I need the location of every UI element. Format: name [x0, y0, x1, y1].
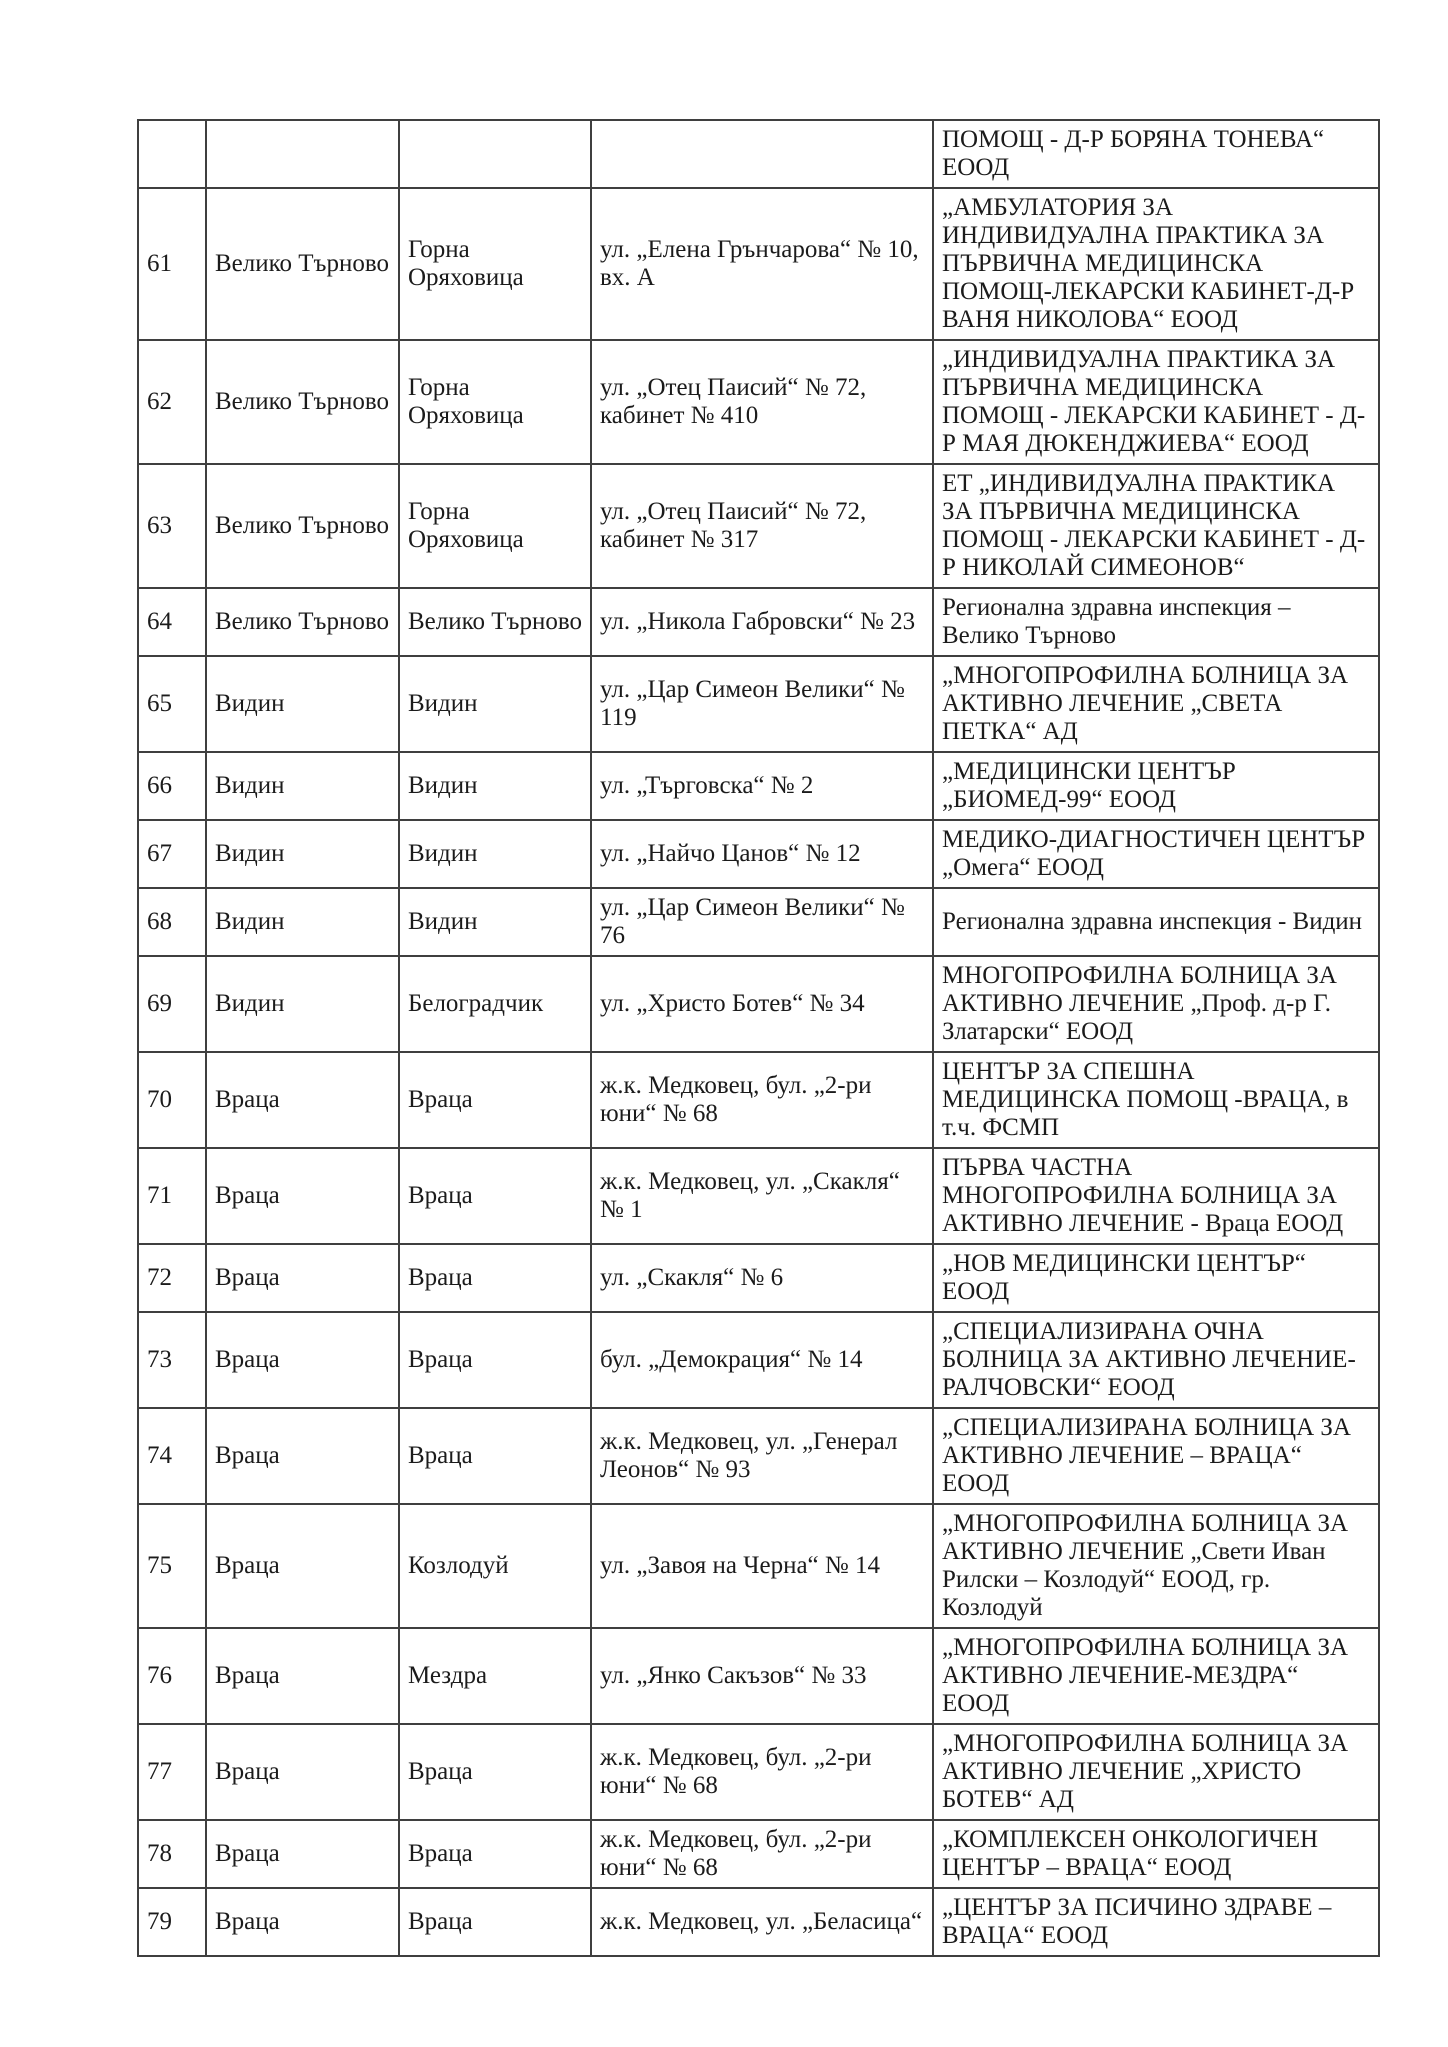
table-row	[138, 656, 1379, 752]
table-row	[138, 888, 1379, 956]
row-number-cell: 62	[138, 340, 206, 464]
municipality-cell: Видин	[399, 888, 591, 956]
address-cell: ул. „Никола Габровски“ № 23	[591, 588, 933, 656]
region-cell	[206, 120, 399, 188]
facility-name-cell: Регионална здравна инспекция - Видин	[933, 888, 1379, 956]
region-cell: Видин	[206, 820, 399, 888]
region-cell: Велико Търново	[206, 588, 399, 656]
address-cell: ул. „Скакля“ № 6	[591, 1244, 933, 1312]
municipality-cell: Видин	[399, 752, 591, 820]
facility-name-cell: „НОВ МЕДИЦИНСКИ ЦЕНТЪР“ ЕООД	[933, 1244, 1379, 1312]
facility-name-cell: „СПЕЦИАЛИЗИРАНА ОЧНА БОЛНИЦА ЗА АКТИВНО ЛЕЧЕНИЕ-РАЛЧОВСКИ“ ЕООД	[933, 1312, 1379, 1408]
row-number-cell: 78	[138, 1820, 206, 1888]
facilities-table	[137, 119, 1380, 1957]
municipality-cell: Враца	[399, 1888, 591, 1956]
region-cell: Враца	[206, 1888, 399, 1956]
facilities-table-body	[138, 120, 1379, 1956]
address-cell: ж.к. Медковец, ул. „Беласица“	[591, 1888, 933, 1956]
table-row	[138, 820, 1379, 888]
address-cell: ул. „Елена Грънчарова“ № 10, вх. А	[591, 188, 933, 340]
municipality-cell	[399, 120, 591, 188]
address-cell: бул. „Демокрация“ № 14	[591, 1312, 933, 1408]
row-number-cell	[138, 120, 206, 188]
municipality-cell: Враца	[399, 1312, 591, 1408]
table-row	[138, 1408, 1379, 1504]
facility-name-cell: „КОМПЛЕКСЕН ОНКОЛОГИЧЕН ЦЕНТЪР – ВРАЦА“ ЕООД	[933, 1820, 1379, 1888]
row-number-cell: 66	[138, 752, 206, 820]
facility-name-cell: „ЦЕНТЪР ЗА ПСИЧИНО ЗДРАВЕ – ВРАЦА“ ЕООД	[933, 1888, 1379, 1956]
row-number-cell: 63	[138, 464, 206, 588]
facility-name-cell: Регионална здравна инспекция – Велико Търново	[933, 588, 1379, 656]
facility-name-cell: ПЪРВА ЧАСТНА МНОГОПРОФИЛНА БОЛНИЦА ЗА АКТИВНО ЛЕЧЕНИЕ - Враца ЕООД	[933, 1148, 1379, 1244]
address-cell: ул. „Найчо Цанов“ № 12	[591, 820, 933, 888]
table-row	[138, 340, 1379, 464]
address-cell: ул. „Отец Паисий“ № 72, кабинет № 317	[591, 464, 933, 588]
facility-name-cell: „ИНДИВИДУАЛНА ПРАКТИКА ЗА ПЪРВИЧНА МЕДИЦИНСКА ПОМОЩ - ЛЕКАРСКИ КАБИНЕТ - Д-Р МАЯ ДЮКЕНДЖИЕВА“ ЕООД	[933, 340, 1379, 464]
region-cell: Видин	[206, 888, 399, 956]
row-number-cell: 72	[138, 1244, 206, 1312]
region-cell: Враца	[206, 1312, 399, 1408]
region-cell: Враца	[206, 1244, 399, 1312]
table-row	[138, 1724, 1379, 1820]
address-cell: ж.к. Медковец, ул. „Генерал Леонов“ № 93	[591, 1408, 933, 1504]
row-number-cell: 79	[138, 1888, 206, 1956]
region-cell: Враца	[206, 1052, 399, 1148]
region-cell: Враца	[206, 1408, 399, 1504]
row-number-cell: 77	[138, 1724, 206, 1820]
row-number-cell: 69	[138, 956, 206, 1052]
region-cell: Видин	[206, 752, 399, 820]
row-number-cell: 75	[138, 1504, 206, 1628]
table-row	[138, 1244, 1379, 1312]
table-row	[138, 588, 1379, 656]
municipality-cell: Видин	[399, 820, 591, 888]
address-cell: ул. „Отец Паисий“ № 72, кабинет № 410	[591, 340, 933, 464]
region-cell: Видин	[206, 656, 399, 752]
facility-name-cell: ЕТ „ИНДИВИДУАЛНА ПРАКТИКА ЗА ПЪРВИЧНА МЕДИЦИНСКА ПОМОЩ - ЛЕКАРСКИ КАБИНЕТ - Д-Р НИКОЛАЙ СИМЕОНОВ“	[933, 464, 1379, 588]
region-cell: Враца	[206, 1504, 399, 1628]
region-cell: Видин	[206, 956, 399, 1052]
table-row	[138, 1148, 1379, 1244]
row-number-cell: 67	[138, 820, 206, 888]
table-row	[138, 1888, 1379, 1956]
table-row	[138, 188, 1379, 340]
facility-name-cell: „МНОГОПРОФИЛНА БОЛНИЦА ЗА АКТИВНО ЛЕЧЕНИЕ „Свети Иван Рилски – Козлодуй“ ЕООД, гр. Козлодуй	[933, 1504, 1379, 1628]
row-number-cell: 61	[138, 188, 206, 340]
address-cell: ж.к. Медковец, ул. „Скакля“ № 1	[591, 1148, 933, 1244]
region-cell: Велико Търново	[206, 188, 399, 340]
row-number-cell: 65	[138, 656, 206, 752]
municipality-cell: Враца	[399, 1724, 591, 1820]
facility-name-cell: ЦЕНТЪР ЗА СПЕШНА МЕДИЦИНСКА ПОМОЩ -ВРАЦА, в т.ч. ФСМП	[933, 1052, 1379, 1148]
municipality-cell: Враца	[399, 1148, 591, 1244]
table-row	[138, 956, 1379, 1052]
municipality-cell: Белоградчик	[399, 956, 591, 1052]
facility-name-cell: „МНОГОПРОФИЛНА БОЛНИЦА ЗА АКТИВНО ЛЕЧЕНИЕ-МЕЗДРА“ ЕООД	[933, 1628, 1379, 1724]
municipality-cell: Враца	[399, 1244, 591, 1312]
table-row	[138, 1820, 1379, 1888]
facility-name-cell: „МНОГОПРОФИЛНА БОЛНИЦА ЗА АКТИВНО ЛЕЧЕНИЕ „СВЕТА ПЕТКА“ АД	[933, 656, 1379, 752]
region-cell: Враца	[206, 1628, 399, 1724]
municipality-cell: Видин	[399, 656, 591, 752]
table-row	[138, 752, 1379, 820]
address-cell: ул. „Христо Ботев“ № 34	[591, 956, 933, 1052]
facility-name-cell: „МЕДИЦИНСКИ ЦЕНТЪР „БИОМЕД-99“ ЕООД	[933, 752, 1379, 820]
municipality-cell: Горна Оряховица	[399, 340, 591, 464]
facility-name-cell: ПОМОЩ - Д-Р БОРЯНА ТОНЕВА“ ЕООД	[933, 120, 1379, 188]
row-number-cell: 68	[138, 888, 206, 956]
row-number-cell: 70	[138, 1052, 206, 1148]
address-cell: ул. „Цар Симеон Велики“ № 76	[591, 888, 933, 956]
table-row	[138, 1628, 1379, 1724]
facility-name-cell: „АМБУЛАТОРИЯ ЗА ИНДИВИДУАЛНА ПРАКТИКА ЗА ПЪРВИЧНА МЕДИЦИНСКА ПОМОЩ-ЛЕКАРСКИ КАБИНЕТ-Д-Р ВАНЯ НИКОЛОВА“ ЕООД	[933, 188, 1379, 340]
address-cell: ул. „Търговска“ № 2	[591, 752, 933, 820]
region-cell: Велико Търново	[206, 464, 399, 588]
municipality-cell: Мездра	[399, 1628, 591, 1724]
table-row	[138, 1504, 1379, 1628]
municipality-cell: Горна Оряховица	[399, 188, 591, 340]
address-cell: ж.к. Медковец, бул. „2-ри юни“ № 68	[591, 1052, 933, 1148]
municipality-cell: Велико Търново	[399, 588, 591, 656]
table-row	[138, 120, 1379, 188]
row-number-cell: 76	[138, 1628, 206, 1724]
region-cell: Враца	[206, 1724, 399, 1820]
region-cell: Враца	[206, 1148, 399, 1244]
region-cell: Велико Търново	[206, 340, 399, 464]
table-row	[138, 1052, 1379, 1148]
facility-name-cell: „СПЕЦИАЛИЗИРАНА БОЛНИЦА ЗА АКТИВНО ЛЕЧЕНИЕ – ВРАЦА“ ЕООД	[933, 1408, 1379, 1504]
address-cell: ул. „Цар Симеон Велики“ № 119	[591, 656, 933, 752]
row-number-cell: 73	[138, 1312, 206, 1408]
table-row	[138, 1312, 1379, 1408]
municipality-cell: Козлодуй	[399, 1504, 591, 1628]
municipality-cell: Враца	[399, 1408, 591, 1504]
address-cell: ул. „Янко Сакъзов“ № 33	[591, 1628, 933, 1724]
facility-name-cell: „МНОГОПРОФИЛНА БОЛНИЦА ЗА АКТИВНО ЛЕЧЕНИЕ „ХРИСТО БОТЕВ“ АД	[933, 1724, 1379, 1820]
facility-name-cell: МНОГОПРОФИЛНА БОЛНИЦА ЗА АКТИВНО ЛЕЧЕНИЕ „Проф. д-р Г. Златарски“ ЕООД	[933, 956, 1379, 1052]
municipality-cell: Враца	[399, 1052, 591, 1148]
row-number-cell: 74	[138, 1408, 206, 1504]
municipality-cell: Враца	[399, 1820, 591, 1888]
address-cell: ул. „Завоя на Черна“ № 14	[591, 1504, 933, 1628]
address-cell: ж.к. Медковец, бул. „2-ри юни“ № 68	[591, 1820, 933, 1888]
address-cell	[591, 120, 933, 188]
row-number-cell: 71	[138, 1148, 206, 1244]
facility-name-cell: МЕДИКО-ДИАГНОСТИЧЕН ЦЕНТЪР „Омега“ ЕООД	[933, 820, 1379, 888]
row-number-cell: 64	[138, 588, 206, 656]
table-row	[138, 464, 1379, 588]
address-cell: ж.к. Медковец, бул. „2-ри юни“ № 68	[591, 1724, 933, 1820]
region-cell: Враца	[206, 1820, 399, 1888]
municipality-cell: Горна Оряховица	[399, 464, 591, 588]
